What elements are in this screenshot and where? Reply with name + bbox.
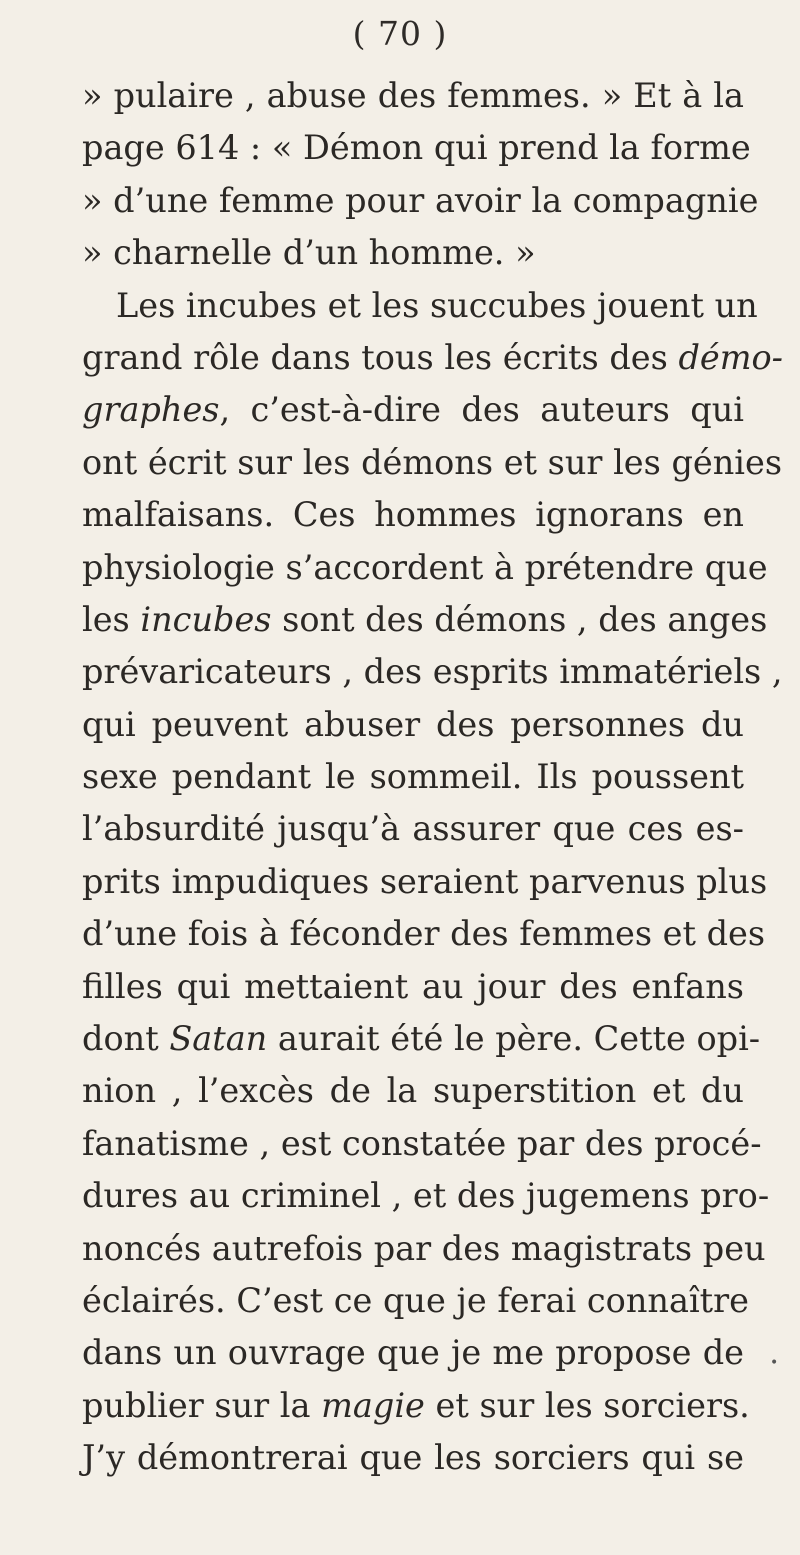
text-line: [82, 646, 783, 698]
stray-mark: •: [770, 1355, 779, 1371]
text-segment: » charnelle d’un homme. »: [82, 233, 536, 273]
italic-text: démo-: [678, 337, 783, 377]
text-line: [82, 961, 744, 1013]
text-line: [82, 908, 766, 960]
text-line: [82, 227, 744, 279]
text-line: [82, 856, 768, 908]
text-line: [82, 751, 744, 803]
body-text: [82, 70, 783, 1485]
text-line: [82, 1275, 749, 1327]
text-segment: qui peuvent abuser des personnes du: [82, 704, 744, 744]
text-segment: » d’une femme pour avoir la compagnie: [82, 180, 759, 220]
text-segment: malfaisans. Ces hommes ignorans en: [82, 495, 744, 535]
text-segment: aurait été le père. Cette opi-: [267, 1019, 761, 1059]
text-line: [82, 122, 751, 174]
text-line: [82, 437, 783, 489]
page-number: ( 70 ): [352, 14, 448, 53]
text-segment: dans un ouvrage que je me propose de: [82, 1333, 744, 1373]
text-segment: et sur les sorciers.: [424, 1385, 750, 1425]
text-line: [82, 699, 744, 751]
italic-text: magie: [321, 1385, 425, 1425]
text-line: [82, 1380, 750, 1432]
text-segment: d’une fois à féconder des femmes et des: [82, 914, 766, 954]
text-line: [82, 542, 768, 594]
text-segment: les: [82, 599, 141, 639]
text-segment: page 614 : « Démon qui prend la forme: [82, 128, 751, 168]
text-segment: éclairés. C’est ce que je ferai connaître: [82, 1280, 749, 1320]
text-segment: publier sur la: [82, 1385, 322, 1425]
text-segment: dont: [82, 1019, 170, 1059]
text-segment: fanatisme , est constatée par des procé-: [82, 1123, 762, 1163]
text-line: [82, 280, 758, 332]
text-line: [82, 803, 744, 855]
text-segment: ont écrit sur les démons et sur les génies: [82, 442, 783, 482]
italic-text: graphes: [82, 390, 220, 430]
text-line: [82, 1118, 762, 1170]
text-segment: nion , l’excès de la superstition et du: [82, 1071, 744, 1111]
text-segment: l’absurdité jusqu’à assurer que ces es-: [82, 809, 744, 849]
text-segment: filles qui mettaient au jour des enfans: [82, 966, 744, 1006]
text-segment: grand rôle dans tous les écrits des: [82, 337, 679, 377]
text-line: [82, 489, 744, 541]
text-segment: » pulaire , abuse des femmes. » Et à la: [82, 76, 744, 115]
text-segment: prits impudiques seraient parvenus plus: [82, 861, 768, 901]
text-segment: J’y démontrerai que les sorciers qui se: [82, 1438, 744, 1478]
text-line: [82, 1327, 744, 1379]
text-segment: Les incubes et les succubes jouent un: [116, 285, 758, 325]
text-line: [82, 1432, 744, 1484]
text-line: [82, 332, 783, 384]
text-segment: sexe pendant le sommeil. Ils poussent: [82, 757, 744, 797]
text-line: [82, 1013, 761, 1065]
text-segment: noncés autrefois par des magistrats peu: [82, 1228, 766, 1268]
text-line: [82, 1223, 766, 1275]
text-segment: dures au criminel , et des jugemens pro-: [82, 1176, 770, 1216]
text-line: [82, 175, 759, 227]
text-line: [82, 70, 744, 122]
text-segment: prévaricateurs , des esprits immatériels ,: [82, 652, 783, 692]
text-line: [82, 1170, 770, 1222]
text-line: [82, 594, 768, 646]
italic-text: incubes: [140, 599, 272, 639]
text-segment: , c’est-à-dire des auteurs qui: [219, 390, 744, 430]
text-line: [82, 1065, 744, 1117]
text-segment: sont des démons , des anges: [271, 599, 768, 639]
text-segment: physiologie s’accordent à prétendre que: [82, 547, 768, 587]
italic-text: Satan: [169, 1019, 268, 1059]
text-line: [82, 384, 744, 436]
